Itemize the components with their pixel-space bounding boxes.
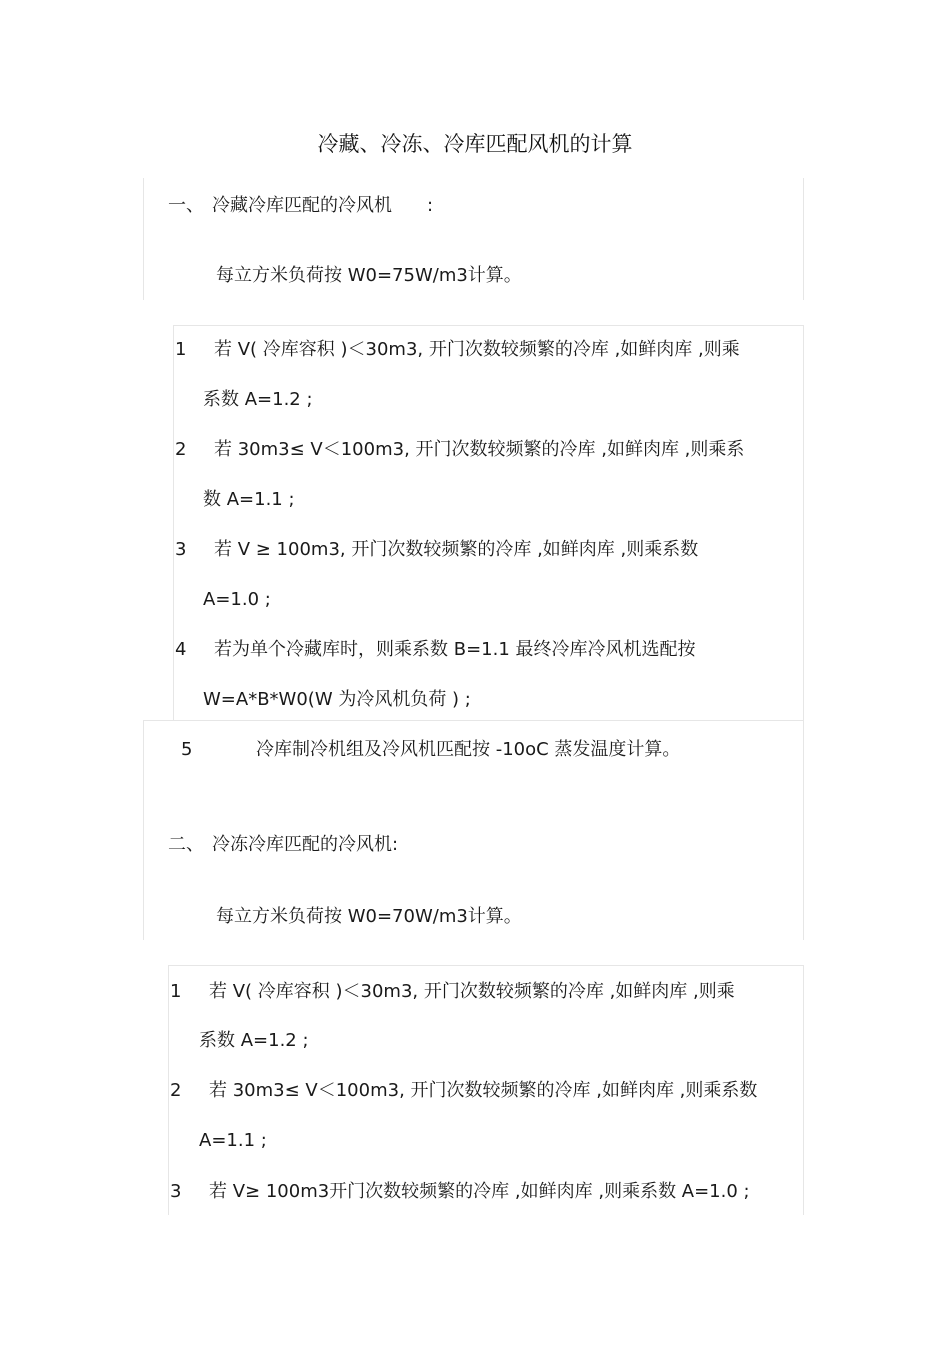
- section2-intro: 每立方米负荷按 W0=70W/m3计算。: [216, 906, 522, 927]
- list-item-line: 若 V( 冷库容积 )＜30m3, 开门次数较频繁的冷库 ,如鲜肉库 ,则乘: [209, 981, 735, 1002]
- list-item-number: 2: [170, 1080, 182, 1101]
- section1-intro: 每立方米负荷按 W0=75W/m3计算。: [216, 265, 522, 286]
- section1-heading: 冷藏冷库匹配的冷风机: [212, 195, 392, 216]
- list-item-line: 系数 A=1.2 ;: [199, 1030, 309, 1051]
- list-item-number: 1: [175, 339, 187, 360]
- border-line: [803, 720, 804, 940]
- list-item-line: 若 30m3≤ V＜100m3, 开门次数较频繁的冷库 ,如鲜肉库 ,则乘系数: [209, 1080, 758, 1101]
- section2-heading: 冷冻冷库匹配的冷风机:: [212, 834, 399, 855]
- list-item-line: 数 A=1.1 ;: [203, 489, 295, 510]
- list-item-line: W=A*B*W0(W 为冷风机负荷 ) ;: [203, 689, 471, 710]
- list-item-line: 若 V≥ 100m3开门次数较频繁的冷库 ,如鲜肉库 ,则乘系数 A=1.0 ;: [209, 1181, 750, 1202]
- list-item-number: 4: [175, 639, 187, 660]
- border-line: [143, 178, 144, 300]
- list-item-line: 若 V ≥ 100m3, 开门次数较频繁的冷库 ,如鲜肉库 ,则乘系数: [214, 539, 699, 560]
- list-item-line: 系数 A=1.2 ;: [203, 389, 313, 410]
- section1-heading-number: 一、: [168, 195, 204, 216]
- page-title: 冷藏、冷冻、冷库匹配风机的计算: [317, 132, 633, 156]
- list-item-line: 若为单个冷藏库时，则乘系数 B=1.1 最终冷库冷风机选配按: [214, 639, 696, 660]
- border-line: [803, 178, 804, 300]
- border-line: [143, 720, 144, 940]
- list-item-line: 若 V( 冷库容积 )＜30m3, 开门次数较频繁的冷库 ,如鲜肉库 ,则乘: [214, 339, 740, 360]
- section1-heading-colon: :: [427, 195, 434, 216]
- list-item-line: A=1.0 ;: [203, 589, 271, 610]
- list-item-number: 3: [175, 539, 187, 560]
- list-item-number: 5: [181, 739, 193, 760]
- border-line: [143, 720, 174, 721]
- section2-heading-number: 二、: [168, 834, 204, 855]
- list-item-number: 3: [170, 1181, 182, 1202]
- list-item-line: 冷库制冷机组及冷风机匹配按 -10oC 蒸发温度计算。: [256, 739, 681, 760]
- list-item-number: 2: [175, 439, 187, 460]
- list-item-line: 若 30m3≤ V＜100m3, 开门次数较频繁的冷库 ,如鲜肉库 ,则乘系: [214, 439, 745, 460]
- list-item-line: A=1.1 ;: [199, 1130, 267, 1151]
- list-item-number: 1: [170, 981, 182, 1002]
